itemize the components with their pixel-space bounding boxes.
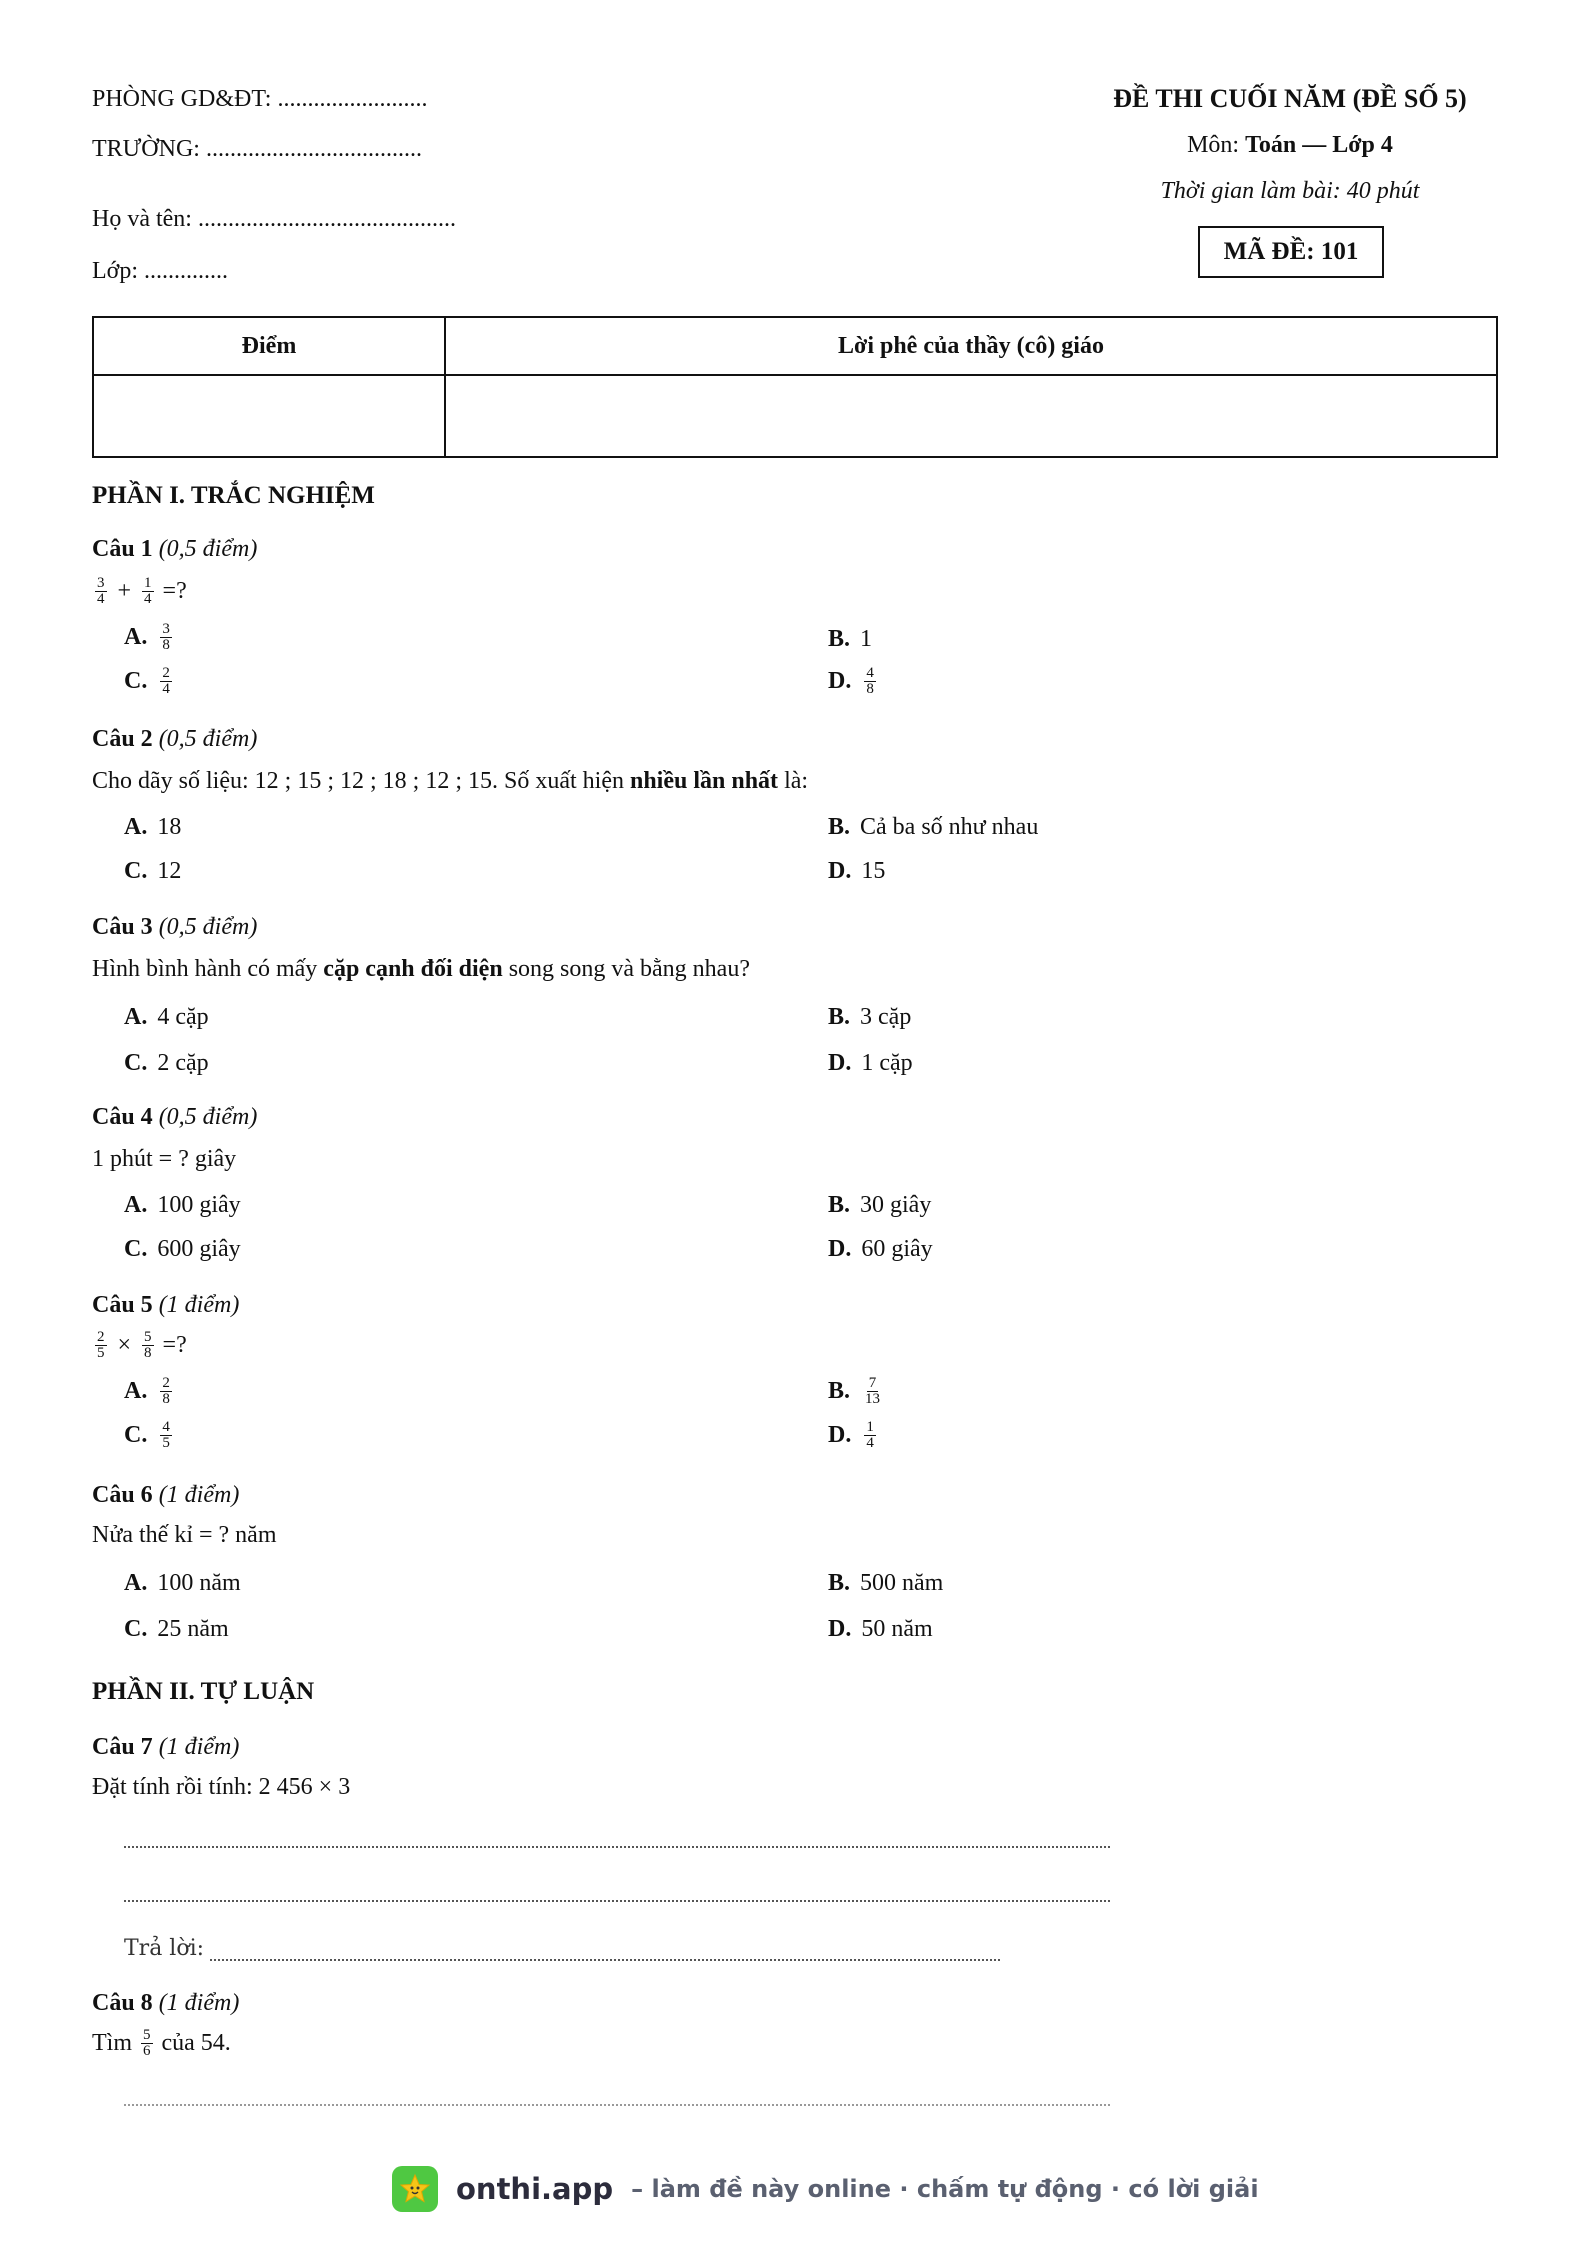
q2-option-c[interactable]: C. 12 xyxy=(124,858,182,884)
q2-option-a[interactable]: A. 18 xyxy=(124,814,182,840)
q5-option-b[interactable]: B. $\frac{7}{13}$ xyxy=(828,1375,881,1407)
q3-option-b[interactable]: B. 3 cặp xyxy=(828,1004,912,1030)
answer-line[interactable] xyxy=(124,1900,1110,1902)
question-2-text: Cho dãy số liệu: 12 ; 15 ; 12 ; 18 ; 12 ; 15. Số xuất hiện nhiều lần nhất là: xyxy=(92,768,809,794)
q6-option-a[interactable]: A. 100 năm xyxy=(124,1570,241,1596)
q5-option-a[interactable]: A. $\frac{2}{8}$ xyxy=(124,1375,170,1407)
question-label: Câu 1 xyxy=(92,536,153,562)
fraction: $\frac{2}{5}$ xyxy=(97,1329,105,1361)
q3-option-c[interactable]: C. 2 cặp xyxy=(124,1050,209,1076)
question-8-text: Tìm $\frac{5}{6}$ của 54. xyxy=(92,2027,231,2059)
q6-option-c[interactable]: C. 25 năm xyxy=(124,1616,229,1642)
exam-title: ĐỀ THI CUỐI NĂM (ĐỀ SỐ 5) xyxy=(1113,84,1467,113)
question-4-title: Câu 4 (0,5 điểm) xyxy=(92,1104,258,1130)
q5-option-c[interactable]: C. $\frac{4}{5}$ xyxy=(124,1419,170,1451)
question-7-title: Câu 7 (1 điểm) xyxy=(92,1734,240,1760)
q1-option-b[interactable]: B. 1 xyxy=(828,626,873,652)
footer-banner[interactable] xyxy=(392,2164,1259,2214)
subject-name: Toán — Lớp 4 xyxy=(1245,132,1393,158)
dept-field: PHÒNG GD&ĐT: ......................... xyxy=(92,86,428,112)
grade-table xyxy=(92,316,1498,458)
question-6-title: Câu 6 (1 điểm) xyxy=(92,1482,240,1508)
question-4-text: 1 phút = ? giây xyxy=(92,1146,237,1172)
q6-option-b[interactable]: B. 500 năm xyxy=(828,1570,944,1596)
q2-option-b[interactable]: B. Cả ba số như nhau xyxy=(828,814,1039,840)
question-2-title: Câu 2 (0,5 điểm) xyxy=(92,726,258,752)
operator: + xyxy=(117,578,132,604)
answer-line[interactable] xyxy=(124,1846,1110,1848)
footer-tagline: – làm đề này online · chấm tự động · có lời giải xyxy=(631,2175,1259,2203)
answer-row xyxy=(124,1936,1000,1961)
question-1-expression xyxy=(92,576,187,607)
question-3-text: Hình bình hành có mấy cặp cạnh đối diện song song và bằng nhau? xyxy=(92,956,750,982)
brand-name[interactable]: onthi.app xyxy=(456,2172,614,2206)
question-tail: =? xyxy=(162,1332,187,1358)
subject-prefix: Môn: xyxy=(1187,132,1246,158)
part1-title: PHẦN I. TRẮC NGHIỆM xyxy=(92,482,375,509)
q4-option-a[interactable]: A. 100 giây xyxy=(124,1192,241,1218)
school-field: TRƯỜNG: .................................... xyxy=(92,136,422,162)
question-8-title: Câu 8 (1 điểm) xyxy=(92,1990,240,2016)
answer-line[interactable] xyxy=(124,2104,1110,2106)
question-1-title xyxy=(92,536,257,563)
question-5-expression xyxy=(92,1330,187,1361)
q2-option-d[interactable]: D. 15 xyxy=(828,858,886,884)
teacher-comment-cell[interactable] xyxy=(445,375,1497,457)
q1-option-d[interactable]: D. $\frac{4}{8}$ xyxy=(828,665,874,697)
answer-label: Trả lời: xyxy=(124,1936,205,1961)
operator: × xyxy=(117,1332,132,1358)
q4-option-c[interactable]: C. 600 giây xyxy=(124,1236,241,1262)
student-name-field: Họ và tên: ........................................... xyxy=(92,206,456,232)
question-tail: =? xyxy=(162,578,187,604)
q6-option-d[interactable]: D. 50 năm xyxy=(828,1616,933,1642)
answer-line[interactable] xyxy=(210,1941,1000,1961)
q1-option-a[interactable]: A. $\frac{3}{8}$ xyxy=(124,621,170,653)
star-logo-icon xyxy=(392,2166,438,2212)
fraction: $\frac{1}{4}$ xyxy=(144,575,152,607)
score-cell[interactable] xyxy=(93,375,445,457)
fraction: $\frac{5}{6}$ xyxy=(143,2027,151,2059)
exam-code-box: MÃ ĐỀ: 101 xyxy=(1198,226,1384,278)
q1-option-c[interactable]: C. $\frac{2}{4}$ xyxy=(124,665,170,697)
q4-option-b[interactable]: B. 30 giây xyxy=(828,1192,932,1218)
exam-duration: Thời gian làm bài: 40 phút xyxy=(1160,178,1420,204)
question-7-text: Đặt tính rồi tính: 2 456 × 3 xyxy=(92,1774,351,1800)
subject-line xyxy=(1060,132,1520,159)
teacher-comment-header: Lời phê của thầy (cô) giáo xyxy=(445,317,1497,375)
question-6-text: Nửa thế kỉ = ? năm xyxy=(92,1522,277,1548)
question-points: (0,5 điểm) xyxy=(158,536,258,562)
fraction: $\frac{3}{4}$ xyxy=(97,575,105,607)
question-5-title: Câu 5 (1 điểm) xyxy=(92,1292,240,1318)
fraction: $\frac{5}{8}$ xyxy=(144,1329,152,1361)
question-3-title: Câu 3 (0,5 điểm) xyxy=(92,914,258,940)
q5-option-d[interactable]: D. $\frac{1}{4}$ xyxy=(828,1419,874,1451)
q3-option-a[interactable]: A. 4 cặp xyxy=(124,1004,209,1030)
q4-option-d[interactable]: D. 60 giây xyxy=(828,1236,933,1262)
score-header: Điểm xyxy=(93,317,445,375)
q3-option-d[interactable]: D. 1 cặp xyxy=(828,1050,913,1076)
part2-title: PHẦN II. TỰ LUẬN xyxy=(92,1678,315,1705)
class-field: Lớp: .............. xyxy=(92,258,229,284)
